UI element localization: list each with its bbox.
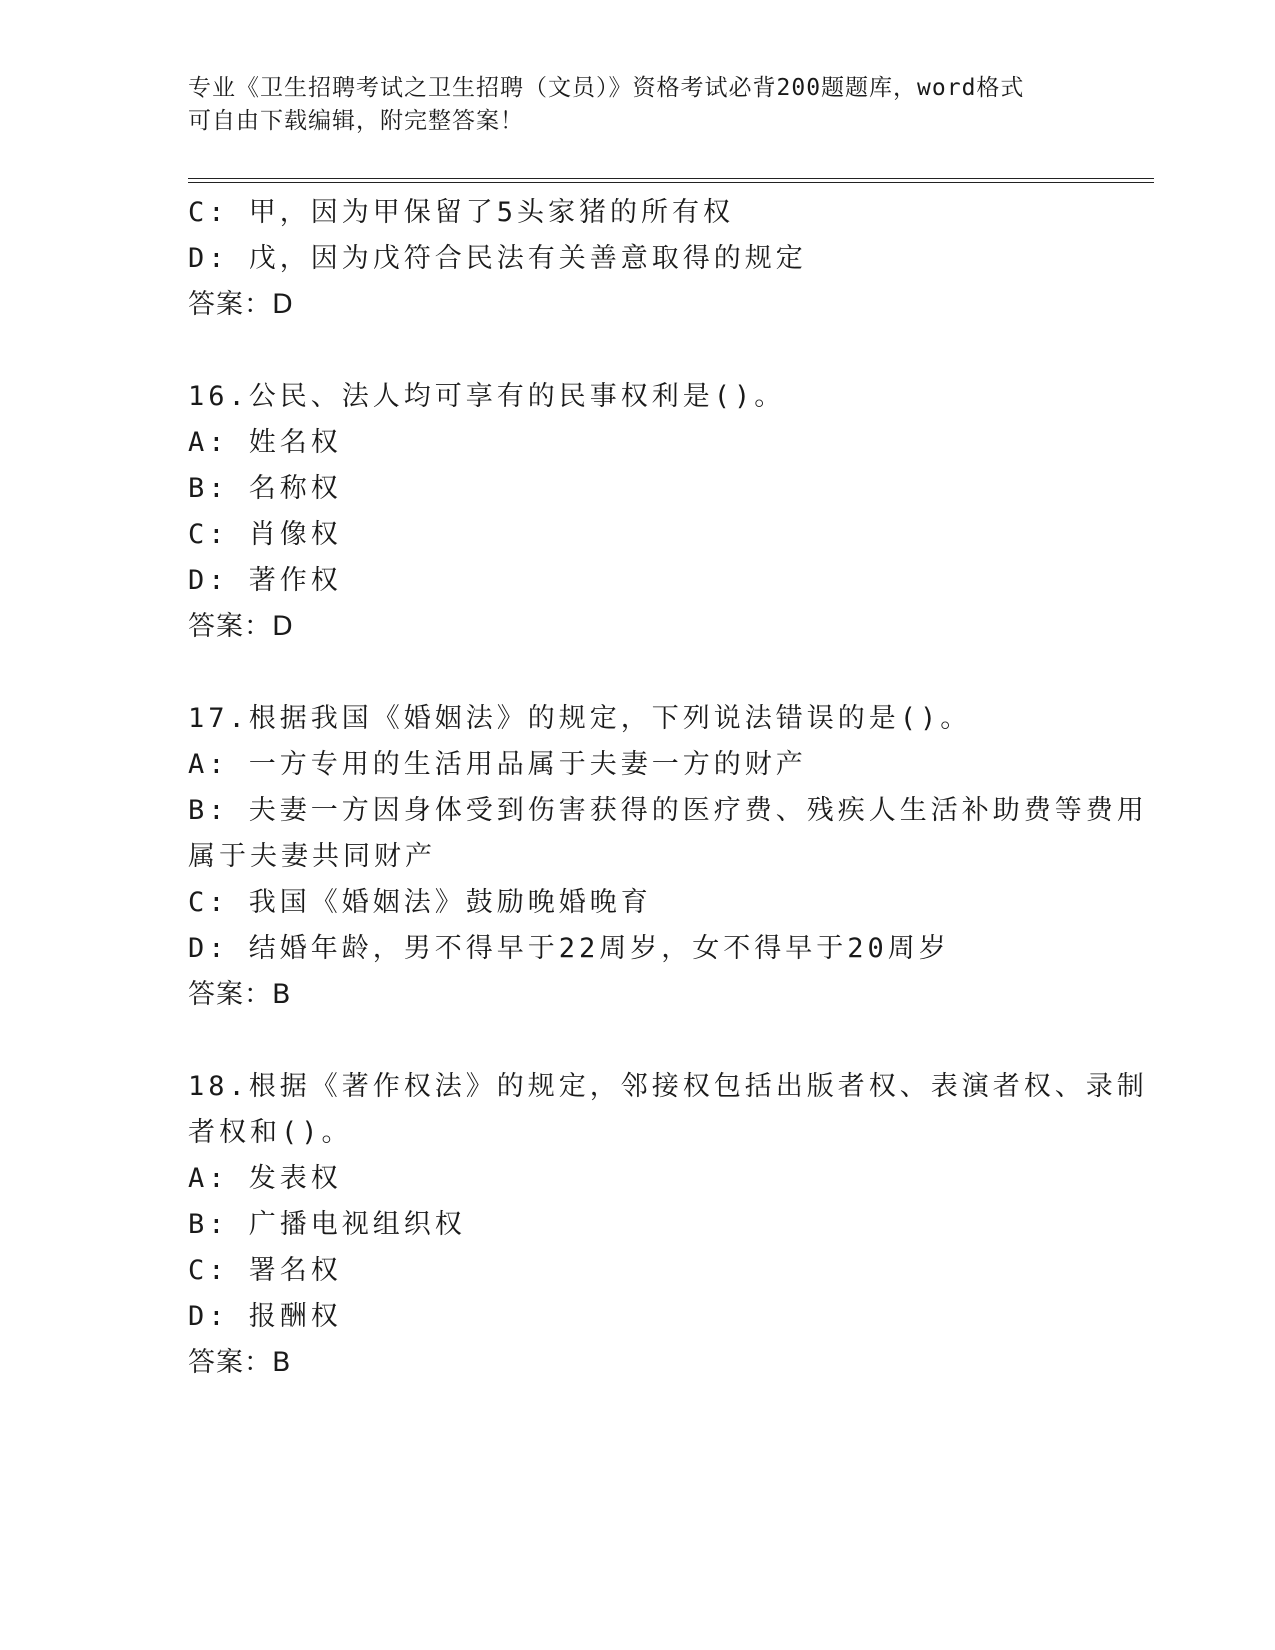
option-c: C: 署名权 — [188, 1255, 342, 1286]
document-header — [188, 72, 1088, 138]
spacer — [188, 650, 1088, 696]
question-stem: 18.根据《著作权法》的规定，邻接权包括出版者权、表演者权、录制 — [188, 1071, 1148, 1102]
question-stem-continued: 者权和()。 — [188, 1117, 353, 1148]
answer-line: 答案：D — [188, 289, 294, 320]
question-block-16 — [188, 374, 1088, 650]
option-d: D: 著作权 — [188, 565, 342, 596]
option-c: C: 我国《婚姻法》鼓励晚婚晚育 — [188, 887, 652, 918]
header-title-line-1: 专业《卫生招聘考试之卫生招聘（文员）》资格考试必背200题题库，word格式 — [188, 75, 1025, 101]
option-a: A: 姓名权 — [188, 427, 342, 458]
answer-line: 答案：D — [188, 611, 294, 642]
spacer — [188, 328, 1088, 374]
option-c: C: 肖像权 — [188, 519, 342, 550]
question-list — [188, 190, 1148, 1386]
answer-line: 答案：B — [188, 979, 292, 1010]
option-b: B: 夫妻一方因身体受到伤害获得的医疗费、残疾人生活补助费等费用 — [188, 795, 1148, 826]
answer-line: 答案：B — [188, 1347, 292, 1378]
option-d: D: 戊，因为戊符合民法有关善意取得的规定 — [188, 243, 807, 274]
question-block-15-continued — [188, 190, 1088, 328]
option-d: D: 报酬权 — [188, 1301, 342, 1332]
spacer — [188, 1018, 1088, 1064]
question-block-18 — [188, 1064, 1148, 1386]
option-b: B: 广播电视组织权 — [188, 1209, 466, 1240]
option-b: B: 名称权 — [188, 473, 342, 504]
option-a: A: 一方专用的生活用品属于夫妻一方的财产 — [188, 749, 807, 780]
question-stem: 16.公民、法人均可享有的民事权利是()。 — [188, 381, 786, 412]
header-double-rule — [188, 178, 1154, 183]
option-c: C: 甲，因为甲保留了5头家猪的所有权 — [188, 197, 735, 228]
header-title-line-2: 可自由下载编辑，附完整答案！ — [188, 108, 524, 134]
option-b-continued: 属于夫妻共同财产 — [188, 841, 436, 872]
question-block-17 — [188, 696, 1148, 1018]
option-d: D: 结婚年龄，男不得早于22周岁，女不得早于20周岁 — [188, 933, 950, 964]
question-stem: 17.根据我国《婚姻法》的规定，下列说法错误的是()。 — [188, 703, 972, 734]
option-a: A: 发表权 — [188, 1163, 342, 1194]
